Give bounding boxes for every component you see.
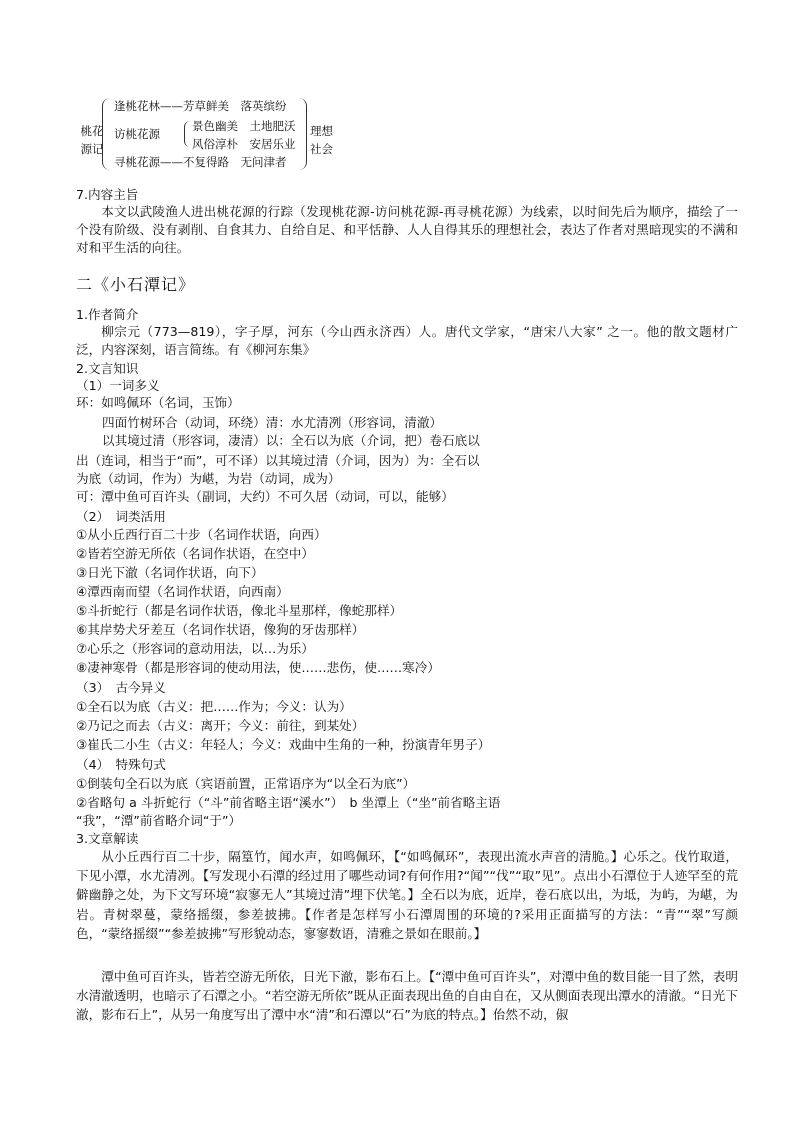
- outline-right-label-line2: 社会: [310, 142, 333, 156]
- outline-row-2-head: 访桃花源: [114, 127, 160, 141]
- wenyan-line: ②乃记之而去（古义：离开；今义：前往，到某处）: [76, 718, 365, 733]
- wenyan-line: “我”，“潭”前省略介词“于”）: [76, 813, 242, 828]
- outline-right-brace: [298, 98, 307, 170]
- wenyan-line: 以其境过清（形容词，凄清）以：全石以为底（介词，把）卷石底以: [102, 433, 480, 448]
- wenyan-line: ③崔氏二小生（古义：年轻人；今义：戏曲中生角的一种，扮演青年男子）: [76, 737, 491, 752]
- outline-right-label-line1: 理想: [310, 124, 333, 138]
- wenyan-line: ②皆若空游无所依（名词作状语，在空中）: [76, 546, 314, 561]
- author-body: 柳宗元（773—819），字子厚，河东（今山西永济西）人。唐代文学家，“唐宋八大家” 之一。他的散文题材广泛，内容深刻，语言简练。有《柳河东集》: [76, 324, 738, 357]
- outline-left-label-line1: 桃花: [80, 124, 104, 138]
- wenyan-line: ⑤斗折蛇行（都是名词作状语，像北斗星那样，像蛇那样）: [76, 603, 403, 618]
- wenyan-line: ⑦心乐之（形容词的意动用法，以…为乐）: [76, 641, 314, 656]
- wenyan-sub3: （3） 古今异义: [76, 680, 166, 695]
- wenyan-line: ①全石以为底（古义：把……作为；今义：认为）: [76, 699, 352, 714]
- wenyan-line: ④潭西南而望（名词作状语，向西南）: [76, 584, 289, 599]
- outline-inner-brace: [184, 121, 191, 147]
- wenyan-line: ②省略句 a 斗折蛇行（“斗”前省略主语“溪水”） b 坐潭上（“坐”前省略主语: [76, 795, 501, 810]
- wenyan-line: ③日光下澈（名词作状语，向下）: [76, 565, 264, 580]
- outline-row-2-sub1: 景色幽美 土地肥沃: [192, 119, 296, 133]
- outline-right-label: [310, 122, 333, 158]
- part2-title: 二《小石潭记》: [76, 275, 196, 294]
- wenyan-line: ①倒装句全石以为底（宾语前置，正常语序为“以全石为底”）: [76, 776, 416, 791]
- wenyan-line: 为底（动词，作为）为嵁，为岩（动词，成为）: [76, 471, 341, 486]
- wenyan-line: ⑧凄神寒骨（都是形容词的使动用法，使……悲伤，使……寒冷）: [76, 660, 440, 675]
- section7-heading: 7.内容主旨: [76, 187, 139, 202]
- wenyan-line: ⑥其岸势犬牙差互（名词作状语，像狗的牙齿那样）: [76, 622, 365, 637]
- wenyan-sub4: （4） 特殊句式: [76, 757, 166, 772]
- wenyan-line: 出（连词，相当于“而”，可不译）以其境过清（介词，因为）为：全石以: [76, 453, 480, 468]
- wenyan-sub2: （2） 词类活用: [76, 509, 166, 524]
- outline-row-2-sub2: 风俗淳朴 安居乐业: [192, 137, 296, 151]
- outline-row-3: 寻桃花源——不复得路 无问津者: [114, 155, 287, 169]
- wenyan-line: 环：如鸣佩环（名词，玉饰）: [76, 395, 240, 410]
- wenyan-sub1: （1）一词多义: [76, 378, 160, 393]
- jiedu-para-2: 潭中鱼可百许头，皆若空游无所依，日光下澈，影布石上。【“潭中鱼可百许头”，对潭中鱼的数目能一目了然，表明水清澈透明，也暗示了石潭之小。“若空游无所依”既从正面表现出鱼的自由自在，又从侧面表现出潭水的清澈。“日光下澈，影布石上”，从另一角度写出了潭中水“清”和石潭以“石”为底的特点。】佁然不动，俶: [76, 969, 738, 1023]
- outline-row-1: 逢桃花林——芳草鲜美 落英缤纷: [114, 99, 287, 113]
- outline-left-brace: [102, 98, 113, 170]
- wenyan-line: 可：潭中鱼可百许头（副词，大约）不可久居（动词，可以，能够）: [76, 489, 454, 504]
- wenyan-heading: 2.文言知识: [76, 361, 139, 376]
- jiedu-heading: 3.文章解读: [76, 831, 139, 846]
- wenyan-line: ①从小丘西行百二十步（名词作状语，向西）: [76, 527, 327, 542]
- jiedu-para-1: 从小丘西行百二十步，隔篁竹，闻水声，如鸣佩环，【“如鸣佩环”，表现出流水声音的清脆。】心乐之。伐竹取道，下见小潭，水尤清冽。【写发现小石潭的经过用了哪些动词?有何作用?“闻”“伐”“取”见”。点出小石潭位于人迹罕至的荒僻幽静之处，为下文写环境“寂寥无人”其境过清”埋下伏笔。】全石以为底，近岸，卷石底以出，为坻，为屿，为嵁，为岩。青树翠蔓，蒙络摇缀，参差披拂。【作者是怎样写小石潭周围的环境的?采用正面描写的方法：“青”“翠”写颜色，“蒙络摇缀”“参差披拂”写形貌动态，寥寥数语，清雅之景如在眼前。】: [76, 849, 738, 941]
- structure-outline: [76, 96, 346, 176]
- author-heading: 1.作者简介: [76, 307, 139, 322]
- outline-left-label-line2: 源记: [80, 142, 104, 156]
- wenyan-line: 四面竹树环合（动词，环绕）清：水尤清冽（形容词，清澈）: [102, 415, 443, 430]
- section7-body: 本文以武陵渔人进出桃花源的行踪（发现桃花源-访问桃花源-再寻桃花源）为线索，以时间先后为顺序，描绘了一个没有阶级、没有剥削、自食其力、自给自足、和平恬静、人人自得其乐的理想社会，表达了作者对黑暗现实的不满和对和平生活的向往。: [76, 204, 738, 255]
